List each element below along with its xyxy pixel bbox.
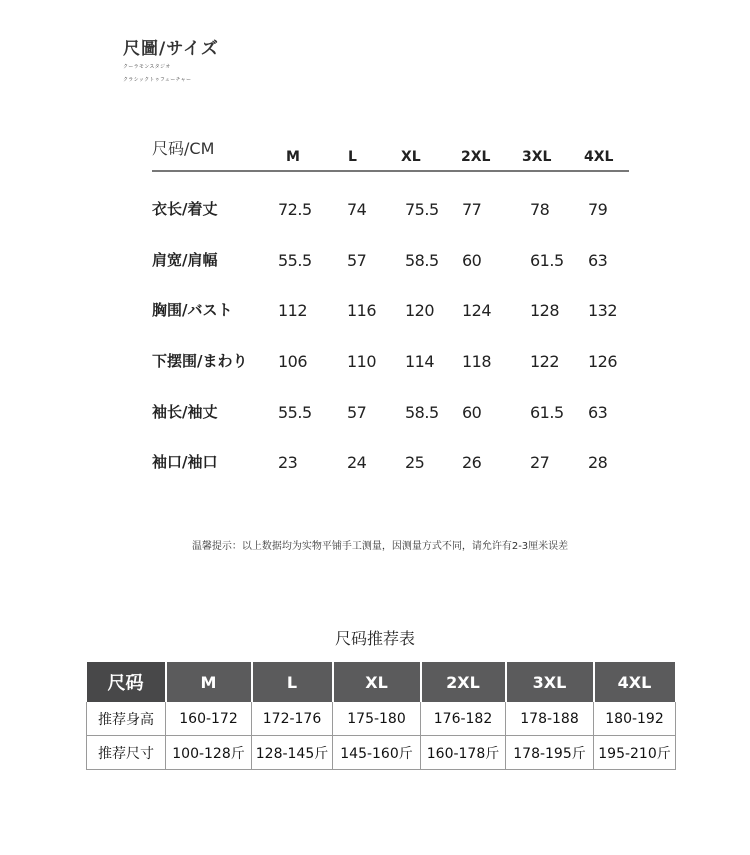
header-divider <box>152 170 629 172</box>
measure-value: 128 <box>530 301 560 320</box>
recommend-value: 145-160斤 <box>333 736 421 770</box>
size-chart-unit-label: 尺码/CM <box>152 139 215 158</box>
measure-value: 26 <box>462 453 482 472</box>
size-col-header: M <box>286 149 300 165</box>
measure-value: 55.5 <box>278 403 312 422</box>
recommend-value: 160-172 <box>166 702 252 736</box>
recommend-row-label: 推荐身高 <box>87 702 166 736</box>
recommend-value: 178-195斤 <box>506 736 594 770</box>
recommend-row-height <box>87 702 676 736</box>
recommend-header-row <box>87 662 676 702</box>
size-col-header: 3XL <box>522 149 552 165</box>
size-col-header: XL <box>401 149 421 165</box>
recommend-header-label: 尺码 <box>87 662 166 702</box>
recommend-col-header: M <box>166 662 252 702</box>
brand-subtitle-2: クラシックトゥフューチャー <box>123 77 192 83</box>
measure-value: 57 <box>347 403 367 422</box>
measure-value: 24 <box>347 453 367 472</box>
measure-row-label: 下摆围/まわり <box>152 352 248 370</box>
measure-row-label: 肩宽/肩幅 <box>152 251 218 269</box>
measure-value: 118 <box>462 352 492 371</box>
brand-subtitle-1: クーラモンスタジオ <box>123 64 171 70</box>
recommend-value: 160-178斤 <box>421 736 506 770</box>
measure-value: 132 <box>588 301 618 320</box>
measure-value: 61.5 <box>530 403 564 422</box>
measure-value: 61.5 <box>530 251 564 270</box>
recommend-value: 180-192 <box>594 702 676 736</box>
recommend-col-header: XL <box>333 662 421 702</box>
measure-row-label: 袖长/袖丈 <box>152 403 218 421</box>
recommend-col-header: L <box>252 662 333 702</box>
measure-value: 77 <box>462 200 482 219</box>
recommend-value: 176-182 <box>421 702 506 736</box>
measure-value: 63 <box>588 251 608 270</box>
recommend-title: 尺码推荐表 <box>334 629 415 648</box>
recommend-table <box>86 662 677 770</box>
recommend-col-header: 4XL <box>594 662 676 702</box>
measure-value: 79 <box>588 200 608 219</box>
measure-value: 28 <box>588 453 608 472</box>
recommend-value: 178-188 <box>506 702 594 736</box>
measure-value: 75.5 <box>405 200 439 219</box>
page-title: 尺圖/サイズ <box>123 39 219 59</box>
recommend-value: 175-180 <box>333 702 421 736</box>
measure-row-label: 袖口/袖口 <box>152 453 218 471</box>
measure-value: 58.5 <box>405 251 439 270</box>
measure-value: 110 <box>347 352 377 371</box>
recommend-row-label: 推荐尺寸 <box>87 736 166 770</box>
measure-value: 23 <box>278 453 298 472</box>
size-col-header: 4XL <box>584 149 614 165</box>
measure-value: 25 <box>405 453 425 472</box>
measure-value: 122 <box>530 352 560 371</box>
size-col-header: 2XL <box>461 149 491 165</box>
measure-row-label: 衣长/着丈 <box>152 200 218 218</box>
measure-value: 63 <box>588 403 608 422</box>
measurement-note: 温馨提示：以上数据均为实物平铺手工测量，因测量方式不同，请允许有2-3厘米误差 <box>191 541 569 552</box>
measure-value: 74 <box>347 200 367 219</box>
measure-value: 106 <box>278 352 308 371</box>
measure-value: 114 <box>405 352 435 371</box>
measure-value: 58.5 <box>405 403 439 422</box>
measure-value: 116 <box>347 301 377 320</box>
measure-value: 60 <box>462 251 482 270</box>
recommend-value: 100-128斤 <box>166 736 252 770</box>
recommend-value: 172-176 <box>252 702 333 736</box>
measure-value: 120 <box>405 301 435 320</box>
recommend-col-header: 2XL <box>421 662 506 702</box>
recommend-value: 195-210斤 <box>594 736 676 770</box>
measure-row-label: 胸围/バスト <box>152 301 233 319</box>
recommend-col-header: 3XL <box>506 662 594 702</box>
measure-value: 27 <box>530 453 550 472</box>
measure-value: 124 <box>462 301 492 320</box>
recommend-value: 128-145斤 <box>252 736 333 770</box>
measure-value: 60 <box>462 403 482 422</box>
measure-value: 57 <box>347 251 367 270</box>
measure-value: 72.5 <box>278 200 312 219</box>
measure-value: 112 <box>278 301 308 320</box>
measure-value: 55.5 <box>278 251 312 270</box>
size-col-header: L <box>348 149 357 165</box>
measure-value: 78 <box>530 200 550 219</box>
recommend-row-weight <box>87 736 676 770</box>
measure-value: 126 <box>588 352 618 371</box>
